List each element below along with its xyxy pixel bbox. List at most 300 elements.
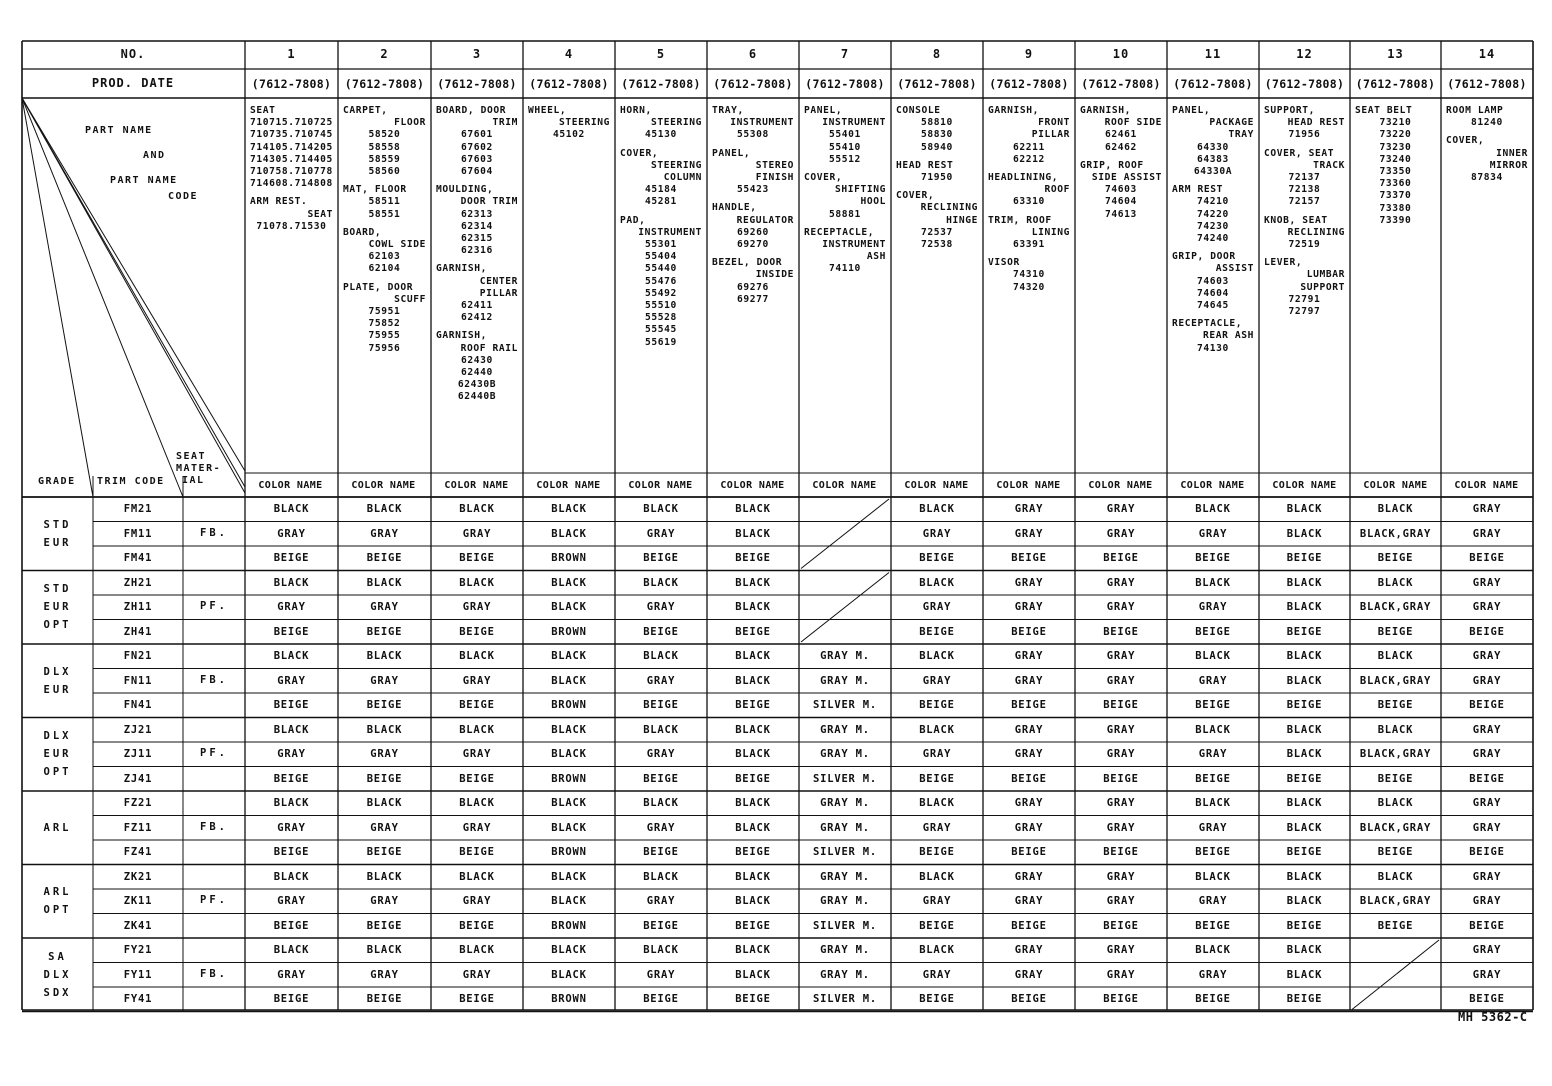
part-name: SUPPORT	[1300, 281, 1345, 293]
grade-line: STD	[43, 518, 72, 531]
part-code: 75852	[368, 318, 401, 330]
part-name: HEAD REST	[1287, 117, 1345, 129]
seat-material: PF.	[200, 600, 228, 613]
color-cell: BLACK	[1286, 797, 1323, 809]
color-cell: GRAY	[462, 527, 492, 540]
trim-code: ZJ11	[123, 748, 153, 760]
color-cell: GRAY	[1198, 748, 1228, 760]
trim-code: FZ41	[123, 846, 153, 858]
part-code: 62211	[1013, 141, 1045, 153]
color-cell: BLACK	[273, 650, 310, 662]
color-cell: BLACK	[366, 797, 403, 809]
color-cell: SILVER M.	[812, 993, 878, 1005]
part-name: HANDLE,	[712, 202, 757, 214]
color-cell: GRAY	[1014, 576, 1044, 589]
color-cell: BLACK	[919, 944, 955, 956]
part-name: COVER,	[1446, 135, 1485, 147]
part-name: MIRROR	[1489, 159, 1528, 171]
color-cell: BEIGE	[919, 699, 955, 711]
color-cell: GRAY	[1472, 821, 1502, 834]
part-code: 74603	[1197, 275, 1229, 287]
part-code: 71956	[1288, 129, 1321, 141]
part-code: 55440	[645, 263, 677, 275]
part-name-list	[343, 105, 426, 355]
color-cell: BLACK	[459, 650, 495, 662]
trim-code: ZK11	[123, 895, 153, 907]
part-code: 74310	[1013, 269, 1045, 281]
color-cell: BEIGE	[273, 846, 310, 858]
color-cell: BLACK	[643, 723, 679, 736]
color-cell: BLACK	[1195, 944, 1231, 956]
trim-code: ZK21	[123, 870, 153, 883]
part-code: 73370	[1379, 190, 1412, 202]
part-code: 55510	[645, 300, 677, 312]
color-cell: GRAY M.	[820, 870, 870, 883]
grade-line: EUR	[43, 683, 72, 696]
color-cell: GRAY	[1472, 895, 1502, 907]
color-cell: BLACK	[273, 944, 310, 956]
color-cell: BEIGE	[1377, 846, 1414, 858]
color-cell: BEIGE	[643, 919, 679, 932]
part-name: COWL SIDE	[368, 239, 426, 251]
color-cell: GRAY	[1472, 944, 1502, 956]
color-cell: BLACK	[1286, 723, 1323, 736]
grade-line: OPT	[43, 904, 72, 917]
color-cell: BLACK	[459, 576, 495, 589]
color-cell: GRAY	[1106, 870, 1136, 883]
grade-name	[22, 663, 93, 699]
color-cell: BLACK	[551, 601, 587, 613]
part-name: LEVER,	[1264, 257, 1303, 269]
color-cell: BLACK	[1195, 870, 1231, 883]
grade-line: EUR	[43, 601, 72, 614]
part-code: 74645	[1197, 300, 1229, 312]
color-cell: BLACK	[459, 870, 495, 883]
color-cell: BLACK	[273, 576, 310, 589]
color-cell: GRAY	[922, 821, 952, 834]
color-cell: GRAY	[462, 821, 492, 834]
part-name: RECEPTACLE,	[804, 226, 875, 238]
color-cell: BEIGE	[1377, 772, 1414, 785]
part-name: SIDE ASSIST	[1091, 172, 1162, 184]
part-code: 74130	[1197, 342, 1229, 354]
color-cell: BLACK	[366, 870, 403, 883]
color-cell: BROWN	[551, 846, 587, 858]
part-name: STEERING	[650, 159, 702, 171]
part-name: COLUMN	[663, 172, 702, 184]
part-name: INSTRUMENT	[730, 117, 794, 129]
part-code: 75951	[368, 306, 401, 318]
part-name: TRAY,	[712, 105, 744, 116]
color-cell: GRAY	[922, 895, 952, 907]
color-cell: BLACK	[1377, 503, 1414, 515]
part-name: INSTRUMENT	[822, 239, 886, 251]
part-name-list	[1355, 105, 1436, 227]
color-cell: BEIGE	[273, 993, 310, 1005]
part-name-list	[528, 105, 610, 142]
part-code: 73240	[1379, 153, 1412, 165]
color-cell: GRAY M.	[820, 650, 870, 662]
column-number: 13	[1387, 47, 1404, 61]
color-cell: BEIGE	[735, 699, 771, 711]
part-name: ROOF SIDE	[1104, 117, 1162, 129]
color-cell: BLACK	[1377, 723, 1414, 736]
part-code: 74613	[1105, 208, 1137, 220]
color-cell: BLACK,GRAY	[1359, 601, 1432, 613]
color-cell: BLACK	[735, 527, 771, 540]
color-cell: BEIGE	[1469, 993, 1505, 1005]
color-cell: BEIGE	[1011, 699, 1047, 711]
part-code: 72797	[1288, 306, 1321, 318]
part-code: 58810	[921, 117, 953, 129]
color-cell: GRAY	[462, 968, 492, 981]
color-cell: BEIGE	[1011, 919, 1047, 932]
color-cell: BEIGE	[273, 625, 310, 638]
color-cell: BLACK	[643, 870, 679, 883]
part-code: 74320	[1013, 281, 1045, 293]
part-code: 63391	[1013, 239, 1045, 251]
color-cell: GRAY	[370, 821, 399, 834]
color-cell: GRAY	[1106, 968, 1136, 981]
part-name: ROOM LAMP	[1446, 105, 1504, 116]
color-cell: BEIGE	[459, 846, 495, 858]
color-cell: GRAY	[1198, 601, 1228, 613]
color-cell: BLACK	[1286, 944, 1323, 956]
part-code: 74110	[829, 263, 861, 275]
part-name: ARM REST	[1172, 184, 1224, 196]
color-cell: BEIGE	[919, 919, 955, 932]
part-name: PAD,	[620, 214, 646, 226]
part-code: 74604	[1197, 287, 1229, 299]
color-cell: GRAY	[1014, 674, 1044, 687]
color-cell: BLACK	[1286, 650, 1323, 662]
part-name: CONSOLE	[896, 105, 941, 116]
color-cell: BEIGE	[1103, 846, 1139, 858]
color-cell: GRAY M.	[820, 968, 870, 981]
color-cell: GRAY	[1472, 503, 1502, 515]
part-code: 62314	[461, 220, 493, 232]
color-cell: GRAY	[1106, 601, 1136, 613]
color-cell: GRAY	[370, 601, 399, 613]
color-name-header: COLOR NAME	[444, 480, 509, 491]
trim-code: ZH41	[123, 625, 153, 638]
color-cell: BLACK	[1286, 821, 1323, 834]
part-name: TRIM	[492, 117, 518, 129]
prod-date-label: PROD. DATE	[91, 76, 175, 90]
color-cell: BEIGE	[1103, 625, 1139, 638]
color-cell: GRAY	[1106, 723, 1136, 736]
part-name: RECLINING	[920, 202, 978, 214]
part-code: 714608.714808	[250, 178, 333, 190]
part-code: 58511	[368, 196, 401, 208]
trim-code: ZH21	[123, 576, 153, 589]
color-cell: BEIGE	[1103, 919, 1139, 932]
color-cell: GRAY	[1106, 650, 1136, 662]
color-cell: BEIGE	[459, 699, 495, 711]
color-cell: BEIGE	[273, 919, 310, 932]
color-cell: BLACK	[273, 723, 310, 736]
seat-material-label-3: IAL	[182, 475, 205, 486]
color-cell: BLACK	[366, 650, 403, 662]
color-cell: BEIGE	[1469, 552, 1505, 564]
color-cell: GRAY	[922, 527, 952, 540]
color-name-header: COLOR NAME	[1363, 480, 1428, 491]
part-code: 67603	[461, 153, 493, 165]
part-name-list	[712, 105, 794, 306]
prod-date: (7612-7808)	[437, 77, 517, 91]
color-cell: BEIGE	[1286, 552, 1323, 564]
seat-material: FB.	[200, 967, 228, 980]
color-cell: BEIGE	[1469, 699, 1505, 711]
color-cell: GRAY	[646, 527, 676, 540]
color-cell: BEIGE	[919, 625, 955, 638]
column-number: 10	[1112, 47, 1130, 61]
part-code: 710715.710725	[250, 117, 333, 129]
part-code: 55476	[645, 275, 677, 287]
color-cell: BLACK	[459, 944, 495, 956]
part-name: FINISH	[755, 172, 794, 184]
color-cell: BEIGE	[1195, 993, 1231, 1005]
grade-name	[22, 883, 93, 919]
color-cell: BROWN	[551, 919, 587, 932]
color-cell: BEIGE	[459, 625, 495, 638]
part-code: 64330A	[1193, 166, 1233, 178]
color-cell: BLACK	[735, 821, 771, 834]
color-cell: GRAY	[1472, 968, 1502, 981]
part-code: 67604	[461, 166, 493, 178]
color-cell: GRAY	[1198, 674, 1228, 687]
column-number: 2	[380, 47, 389, 61]
part-name: STEERING	[558, 117, 610, 129]
color-cell: BLACK	[366, 944, 403, 956]
part-name: MOULDING,	[436, 184, 494, 196]
color-name-header: COLOR NAME	[996, 480, 1061, 491]
part-name: INSTRUMENT	[822, 117, 886, 129]
part-code: 710758.710778	[250, 166, 333, 178]
part-code: 55492	[645, 287, 677, 299]
part-name: PANEL,	[1172, 105, 1211, 116]
part-name: ARM REST.	[250, 196, 308, 208]
column-number: 9	[1024, 47, 1034, 61]
seat-material: FB.	[200, 526, 228, 539]
color-cell: BLACK	[643, 797, 679, 809]
part-code: 45184	[645, 184, 677, 196]
color-cell: SILVER M.	[812, 846, 878, 858]
column-number: 4	[564, 47, 574, 61]
part-name: GARNISH,	[988, 105, 1040, 116]
color-cell: BEIGE	[366, 993, 403, 1005]
part-code: 72537	[921, 226, 953, 238]
color-cell: BLACK	[551, 674, 587, 687]
trim-code: FN21	[123, 650, 153, 662]
color-cell: BEIGE	[1195, 625, 1231, 638]
seat-material: PF.	[200, 894, 228, 907]
trim-code-label: TRIM CODE	[97, 476, 165, 487]
part-code: 62430B	[457, 379, 497, 391]
part-code: 58520	[368, 129, 401, 141]
color-cell: BEIGE	[919, 772, 955, 785]
color-cell: BEIGE	[1469, 846, 1505, 858]
color-cell: BEIGE	[735, 552, 771, 564]
color-cell: BEIGE	[1011, 772, 1047, 785]
color-cell: BROWN	[551, 699, 587, 711]
part-code: 72519	[1288, 239, 1321, 251]
color-cell: GRAY	[922, 601, 952, 613]
color-cell: BEIGE	[1103, 772, 1139, 785]
part-name: PANEL,	[804, 105, 843, 116]
part-code: 67602	[461, 141, 493, 153]
part-name: GARNISH,	[436, 330, 488, 342]
color-cell: BLACK	[735, 723, 771, 736]
color-cell: GRAY	[1106, 821, 1136, 834]
color-cell: BLACK	[551, 503, 587, 515]
color-cell: BEIGE	[1469, 772, 1505, 785]
color-cell: BEIGE	[1377, 552, 1414, 564]
part-code: 62412	[461, 312, 493, 324]
column-number: 6	[748, 47, 758, 61]
part-name: PILLAR	[479, 287, 518, 299]
color-cell: BEIGE	[735, 919, 771, 932]
part-name-label-1: PART NAME	[85, 125, 153, 136]
grade-line: EUR	[43, 536, 72, 549]
part-name: BOARD, DOOR	[436, 105, 507, 116]
color-cell: BEIGE	[1469, 625, 1505, 638]
color-cell: BEIGE	[1195, 772, 1231, 785]
color-cell: GRAY	[1106, 674, 1136, 687]
color-cell: BLACK	[551, 944, 587, 956]
color-cell: BEIGE	[366, 846, 403, 858]
part-code: 64383	[1197, 153, 1229, 165]
part-name-list	[1264, 105, 1345, 318]
part-name: RECEPTACLE,	[1172, 318, 1243, 330]
color-cell: BEIGE	[273, 772, 310, 785]
part-code: 62313	[461, 208, 493, 220]
column-number: 5	[656, 47, 666, 61]
part-name: GRIP, ROOF	[1080, 159, 1144, 171]
color-cell: BLACK	[735, 968, 771, 981]
color-cell: BLACK	[643, 503, 679, 515]
color-name-header: COLOR NAME	[536, 480, 601, 491]
column-number: 12	[1296, 47, 1313, 61]
part-code: 81240	[1471, 117, 1503, 129]
column-number: 8	[932, 47, 942, 61]
color-cell: GRAY	[462, 748, 492, 760]
grade-line: SDX	[43, 986, 72, 999]
color-cell: BLACK	[551, 748, 587, 760]
trim-code: ZH11	[123, 601, 153, 613]
part-code: 714305.714405	[250, 153, 333, 165]
color-cell: GRAY	[1106, 748, 1136, 760]
part-code: 73350	[1379, 166, 1412, 178]
grade-name	[22, 819, 93, 837]
part-name-list	[1172, 105, 1254, 355]
color-cell: BEIGE	[735, 772, 771, 785]
part-code: 62440B	[457, 391, 497, 403]
trim-code: FM21	[123, 503, 153, 515]
color-cell: BLACK	[551, 527, 587, 540]
column-number: 7	[840, 47, 850, 61]
grade-line: EUR	[43, 748, 72, 761]
color-name-header: COLOR NAME	[720, 480, 785, 491]
color-cell: BEIGE	[643, 993, 679, 1005]
color-name-header: COLOR NAME	[1180, 480, 1245, 491]
color-cell: BLACK	[1286, 576, 1323, 589]
part-name: FRONT	[1038, 117, 1070, 129]
color-cell: GRAY	[1014, 601, 1044, 613]
part-code: 74220	[1197, 208, 1229, 220]
color-cell: GRAY	[1106, 944, 1136, 956]
color-cell: BLACK	[551, 797, 587, 809]
color-cell: BLACK,GRAY	[1359, 895, 1432, 907]
part-name: HOOL	[860, 196, 886, 208]
part-code: 62103	[368, 251, 401, 263]
color-cell: BEIGE	[1377, 625, 1414, 638]
part-name: SHIFTING	[834, 184, 886, 196]
part-name: SEAT BELT	[1355, 105, 1413, 116]
color-cell: GRAY	[1472, 797, 1502, 809]
color-cell: SILVER M.	[812, 919, 878, 932]
part-name: COVER,	[620, 147, 659, 159]
color-cell: BLACK	[551, 870, 587, 883]
part-code: 58559	[368, 153, 401, 165]
part-name: CARPET,	[343, 105, 388, 116]
part-name: LUMBAR	[1306, 269, 1345, 281]
part-name: INSTRUMENT	[638, 226, 702, 238]
color-cell: GRAY	[1472, 674, 1502, 687]
color-cell: BEIGE	[1377, 919, 1414, 932]
color-cell: SILVER M.	[812, 772, 878, 785]
color-cell: BEIGE	[1195, 552, 1231, 564]
part-code: 69277	[737, 293, 769, 305]
part-code: 73210	[1379, 117, 1412, 129]
color-cell: GRAY	[1472, 601, 1502, 613]
color-cell: GRAY	[1014, 650, 1044, 662]
color-cell: GRAY	[922, 968, 952, 981]
grade-line: OPT	[43, 766, 72, 779]
part-name: COVER, SEAT	[1264, 147, 1335, 159]
color-cell: BLACK	[1286, 527, 1323, 540]
grade-name	[22, 580, 93, 634]
part-code: 55423	[737, 184, 769, 196]
color-cell: BEIGE	[366, 625, 403, 638]
color-cell: GRAY	[1198, 895, 1228, 907]
color-cell: BROWN	[551, 625, 587, 638]
prod-date: (7612-7808)	[1081, 77, 1161, 91]
part-name: CENTER	[479, 275, 518, 287]
part-name-list	[988, 105, 1070, 294]
part-code: 73220	[1379, 129, 1412, 141]
color-cell: BEIGE	[1011, 993, 1047, 1005]
part-code: 55401	[829, 129, 861, 141]
part-code: 55619	[645, 336, 677, 348]
part-code: 45130	[645, 129, 677, 141]
part-code: 62430	[461, 354, 493, 366]
part-code: 710735.710745	[250, 129, 333, 141]
color-cell: BEIGE	[643, 625, 679, 638]
part-name: DOOR TRIM	[460, 196, 518, 208]
color-cell: BLACK	[551, 650, 587, 662]
part-code: 58940	[921, 141, 953, 153]
part-code: 62212	[1013, 153, 1045, 165]
part-code: 63310	[1013, 196, 1045, 208]
grade-line: SA	[48, 950, 67, 963]
color-cell: BLACK	[273, 797, 310, 809]
part-code: 55410	[829, 141, 861, 153]
part-code: 71078.71530	[256, 220, 327, 232]
color-cell: GRAY M.	[820, 797, 870, 809]
part-code: 58881	[829, 208, 861, 220]
part-name: REAR ASH	[1202, 330, 1254, 342]
